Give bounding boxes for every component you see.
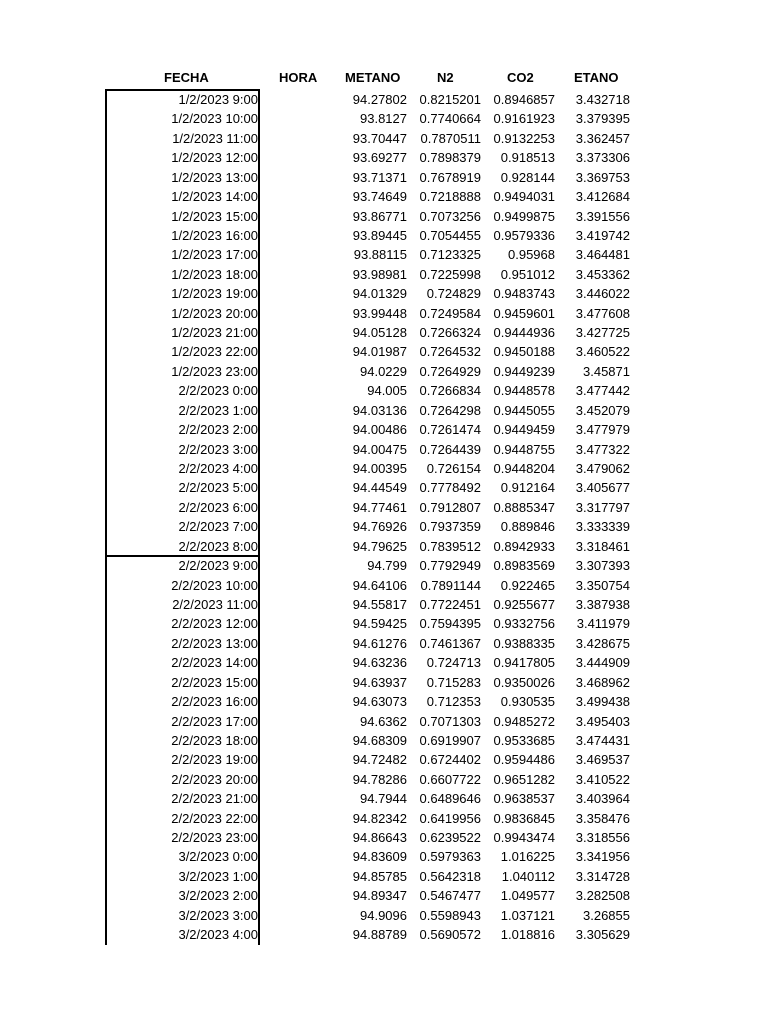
table-row [0, 653, 768, 672]
table-row [0, 828, 768, 847]
cell-etano[interactable]: 3.305629 [575, 927, 630, 943]
cell-co2[interactable]: 0.9449459 [493, 422, 555, 438]
data-table [0, 90, 768, 945]
table-row [0, 906, 768, 925]
cell-n2[interactable]: 0.7264929 [419, 363, 481, 379]
header-hora: HORA [279, 70, 318, 85]
cell-fecha[interactable]: 2/2/2023 3:00 [178, 441, 258, 457]
cell-metano[interactable]: 94.77461 [352, 499, 407, 515]
header-n2: N2 [437, 70, 454, 85]
cell-metano[interactable]: 94.82342 [352, 810, 407, 826]
cell-co2[interactable]: 0.9943474 [493, 830, 555, 846]
cell-n2[interactable]: 0.726154 [426, 461, 481, 477]
table-row [0, 614, 768, 633]
table-row [0, 712, 768, 731]
cell-co2[interactable]: 0.9417805 [493, 655, 555, 671]
cell-metano[interactable]: 94.05128 [352, 325, 407, 341]
cell-fecha[interactable]: 3/2/2023 0:00 [178, 849, 258, 865]
cell-co2[interactable]: 1.040112 [501, 868, 555, 884]
table-row [0, 304, 768, 323]
cell-n2[interactable]: 0.5467477 [419, 888, 481, 904]
cell-fecha[interactable]: 2/2/2023 15:00 [171, 674, 258, 690]
cell-n2[interactable]: 0.7218888 [419, 189, 481, 205]
cell-metano[interactable]: 94.63073 [352, 694, 407, 710]
cell-etano[interactable]: 3.318556 [575, 830, 630, 846]
cell-etano[interactable]: 3.379395 [575, 111, 630, 127]
cell-metano[interactable]: 93.98981 [352, 266, 407, 282]
table-row [0, 537, 768, 556]
cell-etano[interactable]: 3.341956 [575, 849, 630, 865]
cell-etano[interactable]: 3.477979 [575, 422, 630, 438]
cell-fecha[interactable]: 1/2/2023 16:00 [171, 227, 258, 243]
cell-n2[interactable]: 0.6919907 [419, 732, 481, 748]
cell-fecha[interactable]: 2/2/2023 6:00 [178, 499, 258, 515]
cell-fecha[interactable]: 2/2/2023 4:00 [178, 461, 258, 477]
cell-n2[interactable]: 0.7054455 [419, 227, 481, 243]
cell-fecha[interactable]: 2/2/2023 0:00 [178, 383, 258, 399]
cell-metano[interactable]: 94.64106 [352, 577, 407, 593]
cell-metano[interactable]: 93.69277 [352, 150, 407, 166]
table-row [0, 109, 768, 128]
cell-metano[interactable]: 94.78286 [352, 771, 407, 787]
cell-etano[interactable]: 3.410522 [575, 771, 630, 787]
cell-metano[interactable]: 94.59425 [352, 616, 407, 632]
cell-co2[interactable]: 0.8942933 [493, 538, 555, 554]
cell-n2[interactable]: 0.724829 [426, 286, 481, 302]
cell-n2[interactable]: 0.7594395 [419, 616, 481, 632]
cell-n2[interactable]: 0.7266324 [419, 325, 481, 341]
cell-fecha[interactable]: 2/2/2023 17:00 [171, 713, 258, 729]
cell-etano[interactable]: 3.403964 [575, 791, 630, 807]
cell-fecha[interactable]: 1/2/2023 20:00 [171, 305, 258, 321]
cell-fecha[interactable]: 2/2/2023 14:00 [171, 655, 258, 671]
cell-n2[interactable]: 0.7937359 [419, 519, 481, 535]
cell-co2[interactable]: 0.8983569 [493, 558, 555, 574]
cell-etano[interactable]: 3.369753 [575, 169, 630, 185]
cell-n2[interactable]: 0.6489646 [419, 791, 481, 807]
cell-metano[interactable]: 94.00395 [352, 461, 407, 477]
cell-n2[interactable]: 0.5979363 [419, 849, 481, 865]
table-row [0, 207, 768, 226]
cell-etano[interactable]: 3.350754 [575, 577, 630, 593]
cell-n2[interactable]: 0.7266834 [419, 383, 481, 399]
cell-co2[interactable]: 0.9499875 [493, 208, 555, 224]
table-row [0, 129, 768, 148]
cell-n2[interactable]: 0.712353 [426, 694, 481, 710]
cell-metano[interactable]: 93.8127 [360, 111, 407, 127]
cell-n2[interactable]: 0.7461367 [419, 635, 481, 651]
cell-n2[interactable]: 0.715283 [426, 674, 481, 690]
cell-etano[interactable]: 3.495403 [575, 713, 630, 729]
table-row [0, 440, 768, 459]
cell-n2[interactable]: 0.7073256 [419, 208, 481, 224]
table-row [0, 731, 768, 750]
cell-metano[interactable]: 94.76926 [352, 519, 407, 535]
cell-fecha[interactable]: 2/2/2023 16:00 [171, 694, 258, 710]
cell-n2[interactable]: 0.7225998 [419, 266, 481, 282]
table-row [0, 770, 768, 789]
cell-fecha[interactable]: 2/2/2023 8:00 [178, 538, 258, 554]
cell-n2[interactable]: 0.7249584 [419, 305, 481, 321]
cell-co2[interactable]: 1.049577 [500, 888, 555, 904]
cell-n2[interactable]: 0.7891144 [420, 577, 481, 593]
table-row [0, 673, 768, 692]
cell-n2[interactable]: 0.7740664 [419, 111, 481, 127]
cell-co2[interactable]: 0.928144 [500, 169, 555, 185]
cell-n2[interactable]: 0.6724402 [419, 752, 481, 768]
cell-fecha[interactable]: 1/2/2023 10:00 [171, 111, 258, 127]
cell-n2[interactable]: 0.7261474 [419, 422, 481, 438]
table-row [0, 284, 768, 303]
table-row [0, 692, 768, 711]
cell-co2[interactable]: 0.9459601 [493, 305, 555, 321]
cell-co2[interactable]: 1.016225 [500, 849, 555, 865]
cell-co2[interactable]: 0.9448578 [493, 383, 555, 399]
cell-fecha[interactable]: 2/2/2023 7:00 [178, 519, 258, 535]
cell-fecha[interactable]: 1/2/2023 12:00 [171, 150, 258, 166]
cell-co2[interactable]: 0.9255677 [493, 596, 555, 612]
cell-metano[interactable]: 93.86771 [352, 208, 407, 224]
cell-n2[interactable]: 0.8215201 [419, 92, 481, 107]
cell-metano[interactable]: 94.01329 [352, 286, 407, 302]
table-row [0, 362, 768, 381]
cell-fecha[interactable]: 1/2/2023 18:00 [171, 266, 258, 282]
cell-fecha[interactable]: 1/2/2023 15:00 [171, 208, 258, 224]
table-row [0, 789, 768, 808]
cell-etano[interactable]: 3.477442 [575, 383, 630, 399]
table-row [0, 168, 768, 187]
cell-etano[interactable]: 3.45871 [583, 363, 630, 379]
cell-fecha[interactable]: 2/2/2023 12:00 [171, 616, 258, 632]
table-row [0, 90, 768, 109]
cell-etano[interactable]: 3.307393 [575, 558, 630, 574]
cell-co2[interactable]: 0.9494031 [493, 189, 555, 205]
cell-fecha[interactable]: 2/2/2023 5:00 [178, 480, 258, 496]
cell-etano[interactable]: 3.432718 [575, 92, 630, 107]
cell-metano[interactable]: 94.44549 [352, 480, 407, 496]
cell-etano[interactable]: 3.453362 [575, 266, 630, 282]
cell-n2[interactable]: 0.6419956 [419, 810, 481, 826]
cell-etano[interactable]: 3.460522 [575, 344, 630, 360]
cell-etano[interactable]: 3.314728 [575, 868, 630, 884]
cell-metano[interactable]: 94.63236 [352, 655, 407, 671]
cell-co2[interactable]: 1.018816 [500, 927, 555, 943]
table-row [0, 265, 768, 284]
table-row [0, 498, 768, 517]
cell-n2[interactable]: 0.7839512 [419, 538, 481, 554]
cell-etano[interactable]: 3.358476 [575, 810, 630, 826]
cell-co2[interactable]: 0.9836845 [493, 810, 555, 826]
cell-fecha[interactable]: 3/2/2023 1:00 [178, 868, 258, 884]
cell-n2[interactable]: 0.7123325 [419, 247, 481, 263]
cell-metano[interactable]: 94.799 [367, 558, 407, 574]
cell-etano[interactable]: 3.446022 [575, 286, 630, 302]
cell-co2[interactable]: 0.9388335 [493, 635, 555, 651]
table-row [0, 401, 768, 420]
cell-metano[interactable]: 94.61276 [352, 635, 407, 651]
cell-co2[interactable]: 0.9350026 [493, 674, 555, 690]
cell-metano[interactable]: 94.72482 [352, 752, 407, 768]
cell-co2[interactable]: 0.9445055 [493, 402, 555, 418]
table-row [0, 459, 768, 478]
cell-metano[interactable]: 94.89347 [352, 888, 407, 904]
cell-fecha[interactable]: 2/2/2023 20:00 [171, 771, 258, 787]
cell-n2[interactable]: 0.7071303 [419, 713, 481, 729]
cell-etano[interactable]: 3.405677 [575, 480, 630, 496]
table-row [0, 148, 768, 167]
cell-n2[interactable]: 0.724713 [426, 655, 481, 671]
cell-metano[interactable]: 93.70447 [352, 130, 407, 146]
table-row [0, 420, 768, 439]
cell-etano[interactable]: 3.427725 [575, 325, 630, 341]
cell-etano[interactable]: 3.468962 [575, 674, 630, 690]
cell-metano[interactable]: 94.00486 [352, 422, 407, 438]
cell-n2[interactable]: 0.7898379 [419, 150, 481, 166]
cell-co2[interactable]: 0.889846 [500, 519, 555, 535]
cell-metano[interactable]: 94.005 [367, 383, 407, 399]
table-row [0, 595, 768, 614]
cell-n2[interactable]: 0.7778492 [419, 480, 481, 496]
cell-etano[interactable]: 3.318461 [575, 538, 630, 554]
cell-metano[interactable]: 94.68309 [352, 732, 407, 748]
cell-metano[interactable]: 93.71371 [352, 169, 407, 185]
cell-co2[interactable]: 0.9594486 [493, 752, 555, 768]
cell-n2[interactable]: 0.7722451 [419, 596, 481, 612]
table-row [0, 576, 768, 595]
cell-fecha[interactable]: 2/2/2023 23:00 [171, 830, 258, 846]
table-row [0, 809, 768, 828]
cell-metano[interactable]: 94.85785 [352, 868, 407, 884]
cell-co2[interactable]: 0.8885347 [493, 499, 555, 515]
cell-fecha[interactable]: 1/2/2023 23:00 [171, 363, 258, 379]
cell-fecha[interactable]: 2/2/2023 19:00 [171, 752, 258, 768]
cell-etano[interactable]: 3.444909 [575, 655, 630, 671]
table-row [0, 750, 768, 769]
cell-fecha[interactable]: 2/2/2023 1:00 [178, 402, 258, 418]
cell-fecha[interactable]: 2/2/2023 9:00 [178, 558, 258, 574]
cell-etano[interactable]: 3.469537 [575, 752, 630, 768]
cell-co2[interactable]: 0.9450188 [493, 344, 555, 360]
cell-fecha[interactable]: 3/2/2023 4:00 [178, 927, 258, 943]
cell-etano[interactable]: 3.428675 [575, 635, 630, 651]
cell-fecha[interactable]: 2/2/2023 10:00 [171, 577, 258, 593]
cell-n2[interactable]: 0.7870511 [420, 130, 481, 146]
cell-etano[interactable]: 3.412684 [575, 189, 630, 205]
cell-etano[interactable]: 3.477608 [575, 305, 630, 321]
cell-metano[interactable]: 94.55817 [352, 596, 407, 612]
cell-co2[interactable]: 0.9332756 [493, 616, 555, 632]
cell-metano[interactable]: 94.03136 [352, 402, 407, 418]
table-row [0, 245, 768, 264]
cell-fecha[interactable]: 2/2/2023 22:00 [171, 810, 258, 826]
cell-metano[interactable]: 94.63937 [352, 674, 407, 690]
cell-n2[interactable]: 0.7264439 [419, 441, 481, 457]
table-row [0, 634, 768, 653]
cell-metano[interactable]: 94.9096 [360, 907, 407, 923]
table-row [0, 867, 768, 886]
cell-co2[interactable]: 0.922465 [500, 577, 555, 593]
cell-co2[interactable]: 0.918513 [500, 150, 555, 166]
table-row [0, 847, 768, 866]
cell-n2[interactable]: 0.5690572 [419, 927, 481, 943]
cell-co2[interactable]: 0.9485272 [493, 713, 555, 729]
cell-metano[interactable]: 94.01987 [352, 344, 407, 360]
cell-fecha[interactable]: 3/2/2023 3:00 [178, 907, 258, 923]
table-row [0, 925, 768, 944]
cell-etano[interactable]: 3.411979 [576, 616, 630, 632]
cell-metano[interactable]: 94.00475 [352, 441, 407, 457]
cell-co2[interactable]: 0.9161923 [493, 111, 555, 127]
table-row [0, 226, 768, 245]
cell-etano[interactable]: 3.333339 [575, 519, 630, 535]
header-fecha: FECHA [164, 70, 209, 85]
cell-co2[interactable]: 0.930535 [500, 694, 555, 710]
cell-metano[interactable]: 93.88115 [353, 247, 407, 263]
cell-n2[interactable]: 0.7678919 [419, 169, 481, 185]
cell-fecha[interactable]: 2/2/2023 18:00 [171, 732, 258, 748]
cell-fecha[interactable]: 1/2/2023 19:00 [171, 286, 258, 302]
cell-etano[interactable]: 3.391556 [575, 208, 630, 224]
cell-fecha[interactable]: 1/2/2023 13:00 [171, 169, 258, 185]
table-row [0, 556, 768, 575]
cell-fecha[interactable]: 2/2/2023 13:00 [171, 635, 258, 651]
cell-n2[interactable]: 0.5598943 [419, 907, 481, 923]
cell-etano[interactable]: 3.474431 [575, 732, 630, 748]
table-row [0, 517, 768, 536]
cell-metano[interactable]: 93.99448 [352, 305, 407, 321]
cell-metano[interactable]: 93.89445 [352, 227, 407, 243]
cell-etano[interactable]: 3.499438 [575, 694, 630, 710]
cell-co2[interactable]: 0.9533685 [493, 732, 555, 748]
cell-metano[interactable]: 94.79625 [352, 538, 407, 554]
table-row [0, 381, 768, 400]
cell-fecha[interactable]: 1/2/2023 11:00 [172, 130, 258, 146]
cell-co2[interactable]: 0.9448755 [493, 441, 555, 457]
cell-etano[interactable]: 3.387938 [575, 596, 630, 612]
header-metano: METANO [345, 70, 401, 85]
cell-fecha[interactable]: 1/2/2023 22:00 [171, 344, 258, 360]
cell-co2[interactable]: 0.9651282 [493, 771, 555, 787]
cell-metano[interactable]: 94.7944 [360, 791, 407, 807]
cell-etano[interactable]: 3.282508 [575, 888, 630, 904]
cell-etano[interactable]: 3.362457 [575, 130, 630, 146]
cell-co2[interactable]: 0.9449239 [493, 363, 555, 379]
cell-metano[interactable]: 93.74649 [352, 189, 407, 205]
table-row [0, 342, 768, 361]
cell-n2[interactable]: 0.7792949 [419, 558, 481, 574]
cell-etano[interactable]: 3.419742 [575, 227, 630, 243]
cell-co2[interactable]: 1.037121 [500, 907, 555, 923]
table-row [0, 478, 768, 497]
cell-metano[interactable]: 94.86643 [352, 830, 407, 846]
cell-fecha[interactable]: 2/2/2023 2:00 [178, 422, 258, 438]
cell-metano[interactable]: 94.6362 [360, 713, 407, 729]
cell-fecha[interactable]: 1/2/2023 21:00 [171, 325, 258, 341]
cell-co2[interactable]: 0.9444936 [493, 325, 555, 341]
cell-co2[interactable]: 0.95968 [508, 247, 555, 263]
cell-etano[interactable]: 3.479062 [575, 461, 630, 477]
cell-metano[interactable]: 94.88789 [352, 927, 407, 943]
header-co2: CO2 [507, 70, 534, 85]
cell-co2[interactable]: 0.9448204 [493, 461, 555, 477]
cell-n2[interactable]: 0.6607722 [419, 771, 481, 787]
table-row [0, 323, 768, 342]
cell-n2[interactable]: 0.7264298 [419, 402, 481, 418]
header-etano: ETANO [574, 70, 619, 85]
cell-n2[interactable]: 0.5642318 [419, 868, 481, 884]
cell-fecha[interactable]: 1/2/2023 17:00 [171, 247, 258, 263]
cell-etano[interactable]: 3.452079 [575, 402, 630, 418]
table-row [0, 886, 768, 905]
cell-etano[interactable]: 3.317797 [575, 499, 630, 515]
cell-fecha[interactable]: 2/2/2023 11:00 [172, 596, 258, 612]
cell-fecha[interactable]: 1/2/2023 9:00 [178, 92, 258, 107]
cell-co2[interactable]: 0.951012 [500, 266, 555, 282]
cell-etano[interactable]: 3.373306 [575, 150, 630, 166]
cell-fecha[interactable]: 3/2/2023 2:00 [178, 888, 258, 904]
cell-co2[interactable]: 0.912164 [500, 480, 555, 496]
cell-co2[interactable]: 0.9132253 [493, 130, 555, 146]
cell-n2[interactable]: 0.7264532 [419, 344, 481, 360]
cell-etano[interactable]: 3.26855 [583, 907, 630, 923]
cell-metano[interactable]: 94.0229 [360, 363, 407, 379]
table-row [0, 187, 768, 206]
cell-etano[interactable]: 3.464481 [575, 247, 630, 263]
cell-co2[interactable]: 0.9638537 [493, 791, 555, 807]
cell-co2[interactable]: 0.9579336 [493, 227, 555, 243]
cell-metano[interactable]: 94.83609 [352, 849, 407, 865]
cell-etano[interactable]: 3.477322 [575, 441, 630, 457]
cell-metano[interactable]: 94.27802 [352, 92, 407, 107]
cell-n2[interactable]: 0.7912807 [419, 499, 481, 515]
cell-n2[interactable]: 0.6239522 [419, 830, 481, 846]
cell-co2[interactable]: 0.8946857 [493, 92, 555, 107]
cell-fecha[interactable]: 1/2/2023 14:00 [171, 189, 258, 205]
cell-fecha[interactable]: 2/2/2023 21:00 [171, 791, 258, 807]
cell-co2[interactable]: 0.9483743 [493, 286, 555, 302]
